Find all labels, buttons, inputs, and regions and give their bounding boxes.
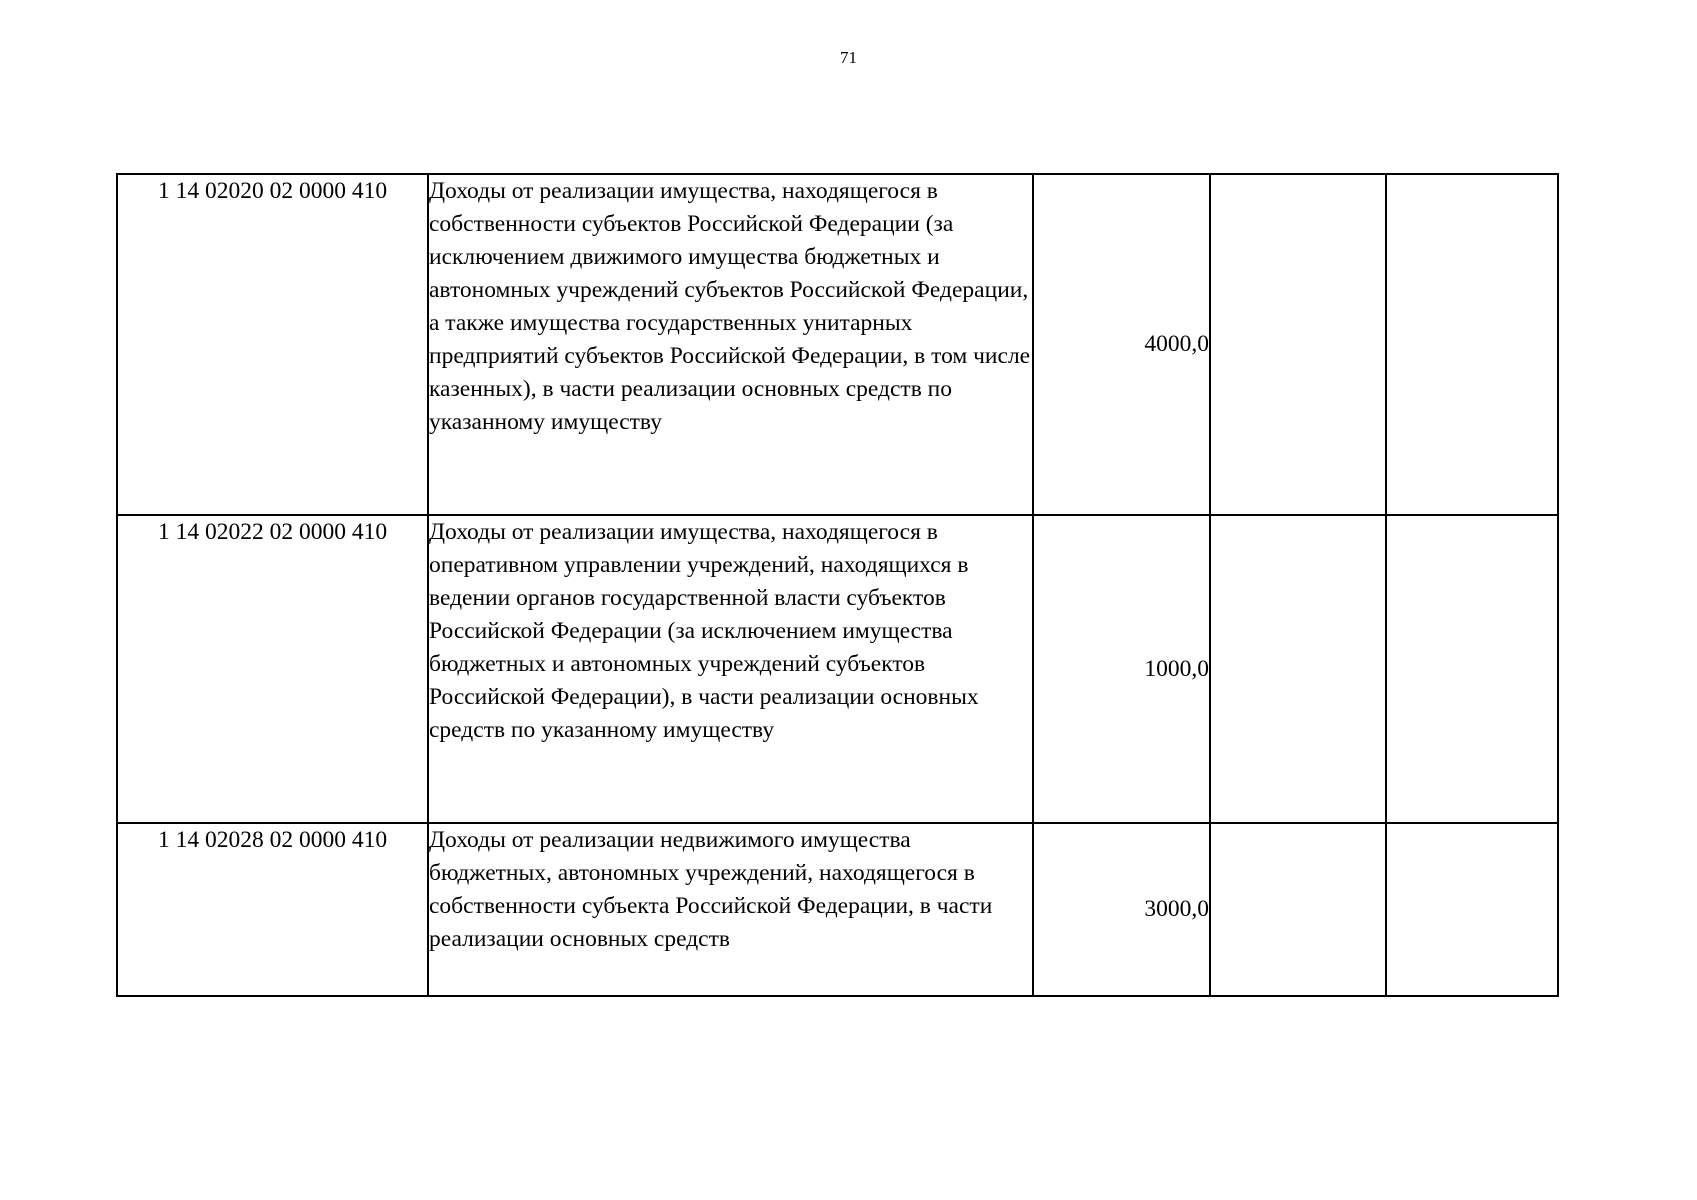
revenue-amount-cell: 1000,0 (1033, 515, 1210, 823)
revenue-description-cell: Доходы от реализации имущества, находящегося в собственности субъектов Российской Федерации (за исключением движимого имущества бюджетных и автономных учреждений субъектов Российской Федерации, а также имущества государственных унитарных предприятий субъектов Российской Федерации, в том числе казенных), в части реализации основных средств по указанному имуществу (428, 174, 1033, 515)
empty-cell (1386, 515, 1558, 823)
table-row (117, 174, 1558, 515)
empty-cell (1386, 823, 1558, 996)
revenue-description-cell: Доходы от реализации имущества, находящегося в оперативном управлении учреждений, находящихся в ведении органов государственной власти субъектов Российской Федерации (за исключением имущества бюджетных и автономных учреждений субъектов Российской Федерации), в части реализации основных средств по указанному имуществу (428, 515, 1033, 823)
empty-cell (1210, 515, 1386, 823)
empty-cell (1386, 174, 1558, 515)
table-row (117, 823, 1558, 996)
revenue-code-cell: 1 14 02028 02 0000 410 (117, 823, 428, 996)
page-number: 71 (840, 48, 857, 67)
empty-cell (1210, 174, 1386, 515)
revenue-code-cell: 1 14 02022 02 0000 410 (117, 515, 428, 823)
revenue-code-cell: 1 14 02020 02 0000 410 (117, 174, 428, 515)
empty-cell (1210, 823, 1386, 996)
revenue-description-cell: Доходы от реализации недвижимого имущества бюджетных, автономных учреждений, находящегося в собственности субъекта Российской Федерации, в части реализации основных средств (428, 823, 1033, 996)
table-row (117, 515, 1558, 823)
revenue-amount-cell: 3000,0 (1033, 823, 1210, 996)
revenue-table (116, 173, 1559, 997)
revenue-amount-cell: 4000,0 (1033, 174, 1210, 515)
